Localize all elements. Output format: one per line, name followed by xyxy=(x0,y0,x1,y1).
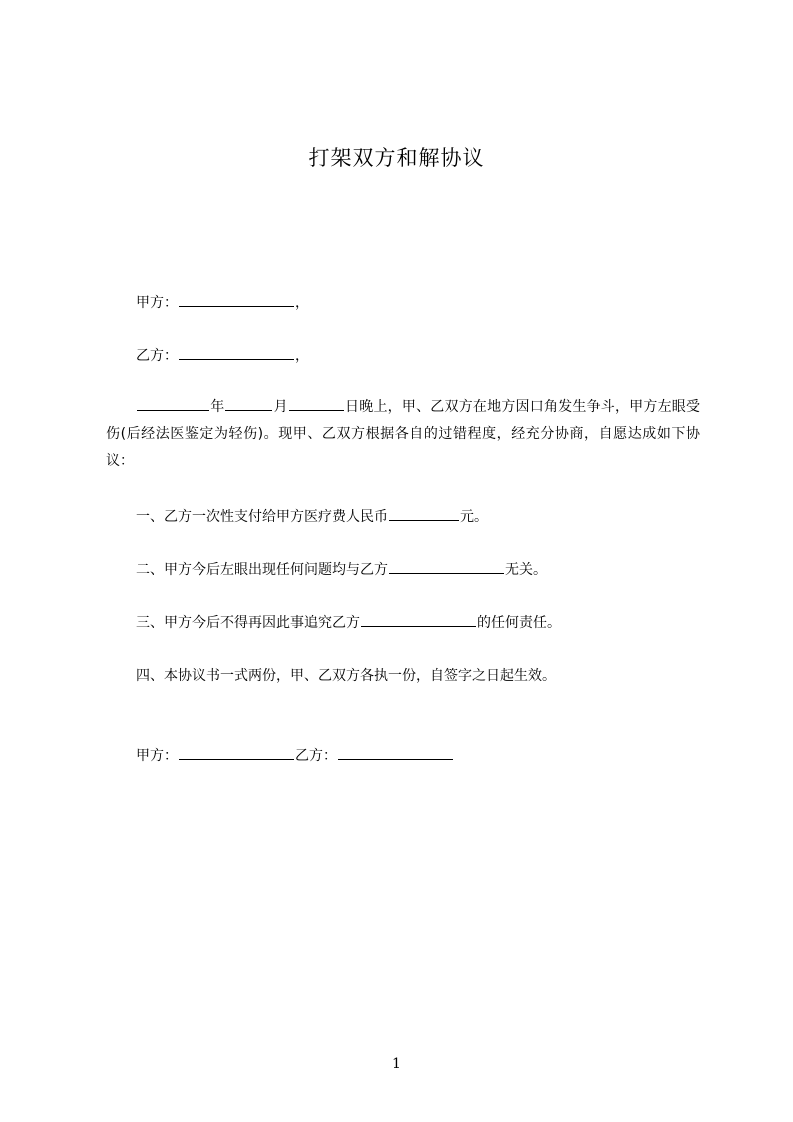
clause-2 xyxy=(136,559,547,579)
month-blank xyxy=(225,398,272,411)
clause-3 xyxy=(136,612,561,632)
signature-line xyxy=(136,745,454,765)
clause-2-blank xyxy=(389,561,504,574)
clause-2-text: 二、甲方今后左眼出现任何问题均与乙方 xyxy=(136,562,388,578)
signature-party-a-label: 甲方： xyxy=(136,748,178,764)
intro-paragraph xyxy=(106,394,700,475)
clause-1-blank xyxy=(389,508,459,521)
party-a-blank xyxy=(179,294,294,307)
page-number: 1 xyxy=(392,1056,401,1072)
document-title: 打架双方和解协议 xyxy=(308,146,485,170)
party-b-blank xyxy=(179,347,294,360)
signature-party-a-blank xyxy=(179,747,294,760)
signature-party-b-label: 乙方： xyxy=(295,748,337,764)
party-a-comma: ， xyxy=(295,295,309,311)
clause-3-blank xyxy=(361,614,476,627)
signature-party-b-blank xyxy=(338,747,453,760)
party-a-line xyxy=(136,292,309,312)
party-a-label: 甲方： xyxy=(136,295,178,311)
month-label: 月 xyxy=(273,399,288,415)
day-blank xyxy=(289,398,344,411)
clause-2-suffix: 无关。 xyxy=(505,562,547,578)
clause-3-text: 三、甲方今后不得再因此事追究乙方 xyxy=(136,615,360,631)
clause-1-text: 一、乙方一次性支付给甲方医疗费人民币 xyxy=(136,509,388,525)
intro-body: 日晚上，甲、乙双方在地方因口角发生争斗，甲方左眼受伤(后经法医鉴定为轻伤)。现甲、乙双方根据各自的过错程度，经充分协商，自愿达成如下协议： xyxy=(106,399,701,469)
clause-3-suffix: 的任何责任。 xyxy=(477,615,561,631)
party-b-comma: ， xyxy=(295,348,309,364)
clause-1 xyxy=(136,506,488,526)
clause-4-text: 四、本协议书一式两份，甲、乙双方各执一份，自签字之日起生效。 xyxy=(136,668,556,684)
party-b-line xyxy=(136,345,309,365)
year-blank xyxy=(137,398,209,411)
clause-4 xyxy=(136,665,556,685)
clause-1-suffix: 元。 xyxy=(460,509,488,525)
year-label: 年 xyxy=(210,399,225,415)
party-b-label: 乙方： xyxy=(136,348,178,364)
